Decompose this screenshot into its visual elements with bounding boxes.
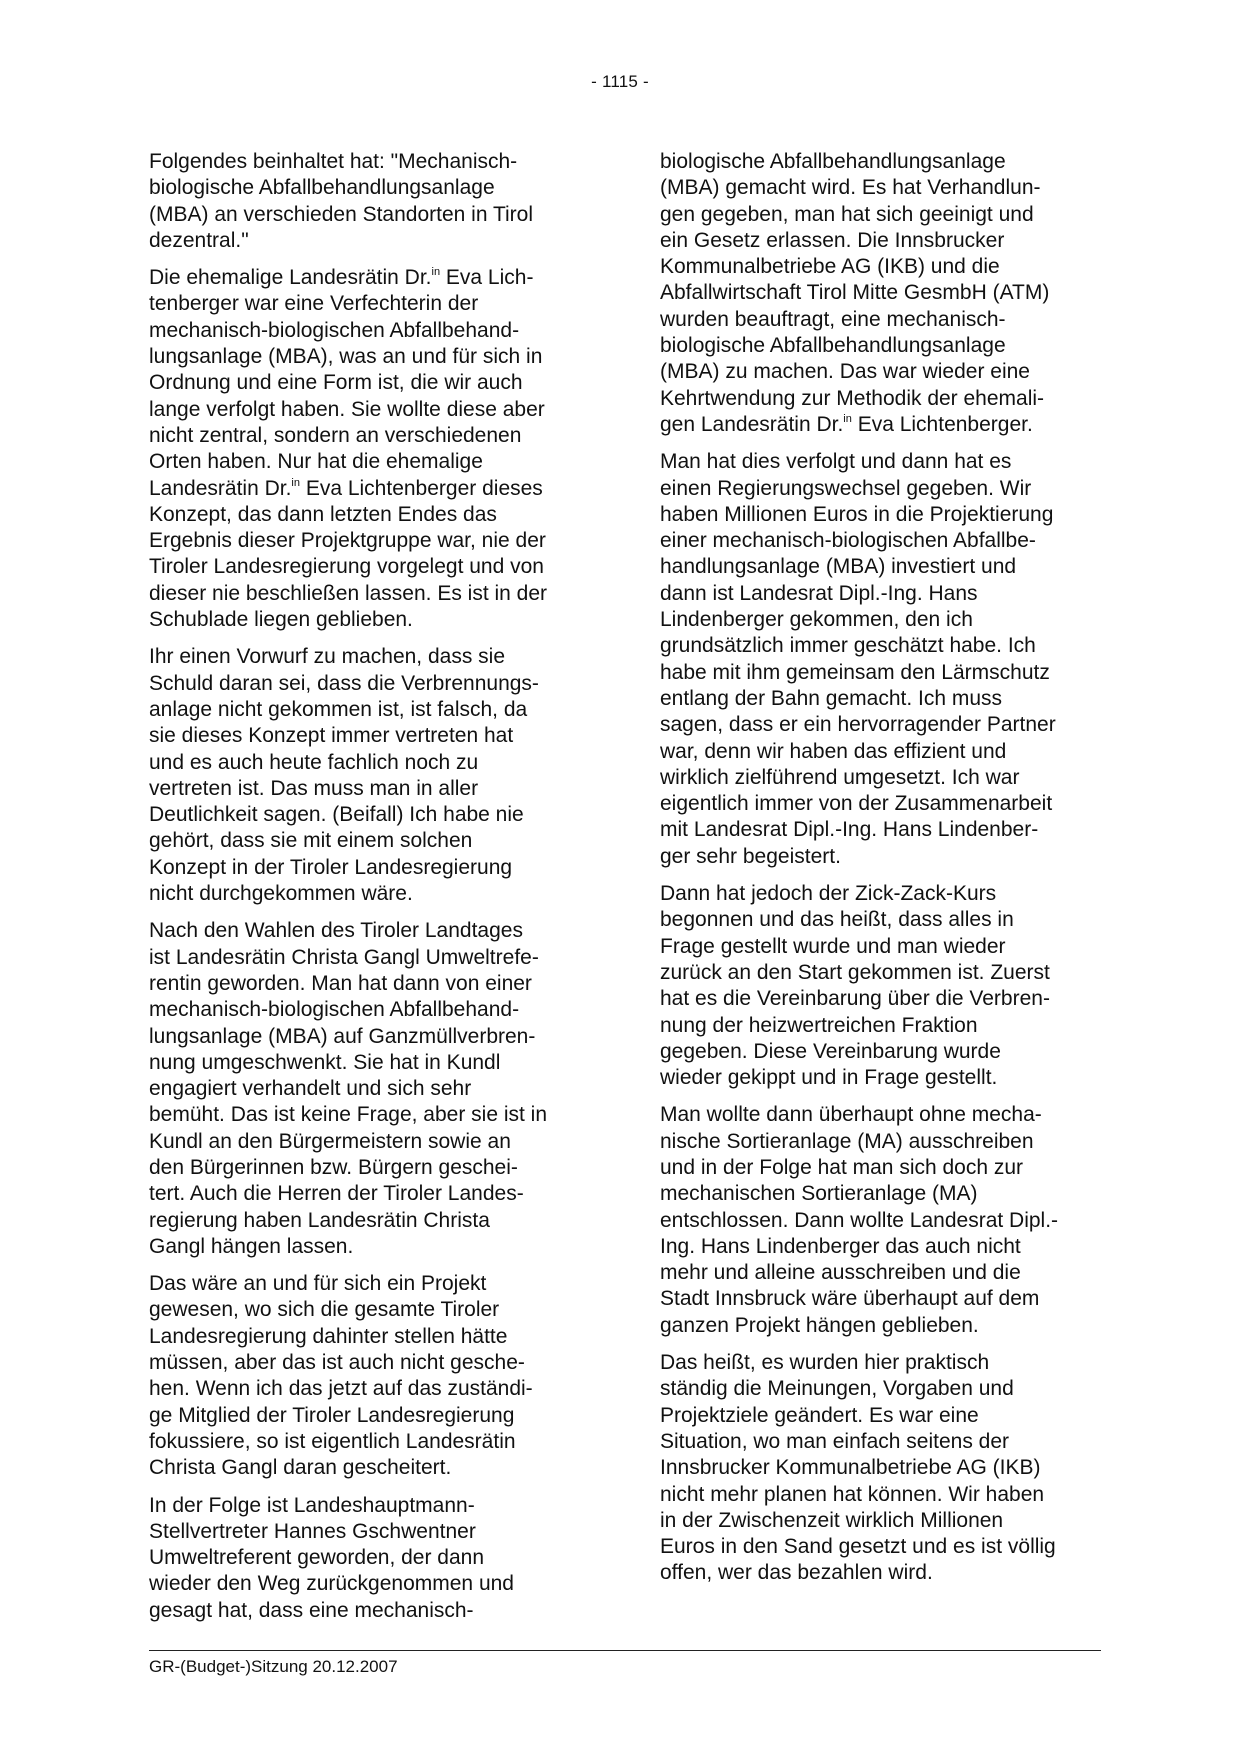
footer-divider (149, 1650, 1101, 1651)
text-line: Man hat dies verfolgt und dann hat es (660, 450, 1012, 474)
text-line: Umweltreferent geworden, der dann (149, 1546, 485, 1570)
text-line: müssen, aber das ist auch nicht gesche- (149, 1351, 525, 1375)
text-line: nung der heizwertreichen Fraktion (660, 1013, 978, 1037)
text-line: mechanisch-biologischen Abfallbehand- (149, 998, 520, 1022)
text-line: Die ehemalige Landesrätin Dr.$^{in}$ Eva Lich- (149, 266, 534, 290)
text-line: Folgendes beinhaltet hat: "Mechanisch- (149, 150, 518, 173)
text-line: ganzen Projekt hängen geblieben. (660, 1313, 979, 1337)
text-line: den Bürgerinnen bzw. Bürgern geschei- (149, 1155, 518, 1179)
text-line: Gangl hängen lassen. (149, 1234, 354, 1258)
text-line: (MBA) an verschieden Standorten in Tirol (149, 202, 534, 226)
text-line: Man wollte dann überhaupt ohne mecha- (660, 1103, 1042, 1127)
text-line: gesagt hat, dass eine mechanisch- (149, 1598, 474, 1622)
text-line: Das heißt, es wurden hier praktisch (660, 1351, 990, 1375)
text-line: offen, wer das bezahlen wird. (660, 1561, 933, 1585)
text-line: zurück an den Start gekommen ist. Zuerst (660, 960, 1050, 984)
text-line: Dann hat jedoch der Zick-Zack-Kurs (660, 882, 997, 906)
text-line: begonnen und das heißt, dass alles in (660, 908, 1014, 932)
title-superscript: in (431, 266, 441, 279)
text-line: tenberger war eine Verfechterin der (149, 292, 479, 316)
text-line: Konzept in der Tiroler Landesregierung (149, 855, 513, 879)
text-line: ger sehr begeistert. (660, 844, 841, 868)
text-line: lungsanlage (MBA) auf Ganzmüllverbren- (149, 1024, 536, 1048)
text-line: Landesregierung dahinter stellen hätte (149, 1324, 508, 1348)
text-line: Schuld daran sei, dass die Verbrennungs- (149, 671, 539, 695)
title-superscript: in (843, 412, 852, 425)
text-line: nicht mehr planen hat können. Wir haben (660, 1482, 1045, 1506)
paragraph (149, 265, 589, 633)
text-line: Tiroler Landesregierung vorgelegt und von (149, 555, 544, 579)
text-line: habe mit ihm gemeinsam den Lärmschutz (660, 660, 1050, 684)
text-line: hen. Wenn ich das jetzt auf das zuständi- (149, 1377, 533, 1401)
text-line: Ergebnis dieser Projektgruppe war, nie der (149, 529, 546, 553)
paragraph (149, 644, 589, 907)
text-line: entlang der Bahn gemacht. Ich muss (660, 686, 1003, 710)
paragraph (149, 918, 589, 1260)
text-line: Ing. Hans Lindenberger das auch nicht (660, 1234, 1021, 1258)
text-line: vertreten ist. Das muss man in aller (149, 776, 479, 800)
text-line: (MBA) zu machen. Das war wieder eine (660, 360, 1030, 384)
text-line: ständig die Meinungen, Vorgaben und (660, 1377, 1014, 1401)
text-line: einer mechanisch-biologischen Abfallbe- (660, 529, 1036, 553)
footer-session-label: GR-(Budget-)Sitzung 20.12.2007 (149, 1657, 398, 1676)
text-line: engagiert verhandelt und sich sehr (149, 1077, 472, 1101)
text-line: mehr und alleine ausschreiben und die (660, 1261, 1021, 1285)
text-line: Lindenberger gekommen, den ich (660, 608, 973, 632)
text-line: Landesrätin Dr.$^{in}$ Eva Lichtenberger dieses (149, 476, 543, 500)
text-line: Schublade liegen geblieben. (149, 608, 413, 632)
text-line: biologische Abfallbehandlungsanlage (149, 176, 495, 200)
text-line: tert. Auch die Herren der Tiroler Landes- (149, 1182, 524, 1206)
text-line: mit Landesrat Dipl.-Ing. Hans Lindenber- (660, 818, 1039, 842)
text-line: ist Landesrätin Christa Gangl Umweltrefe- (149, 945, 539, 969)
text-line: ge Mitglied der Tiroler Landesregierung (149, 1403, 515, 1427)
left-text-column (149, 149, 589, 1635)
text-line: Innsbrucker Kommunalbetriebe AG (IKB) (660, 1456, 1041, 1480)
text-line: grundsätzlich immer geschätzt habe. Ich (660, 634, 1036, 658)
text-line: regierung haben Landesrätin Christa (149, 1208, 490, 1232)
text-line: fokussiere, so ist eigentlich Landesrätin (149, 1429, 516, 1453)
text-line: Situation, wo man einfach seitens der (660, 1429, 1010, 1453)
text-line: wirklich zielführend umgesetzt. Ich war (660, 765, 1020, 789)
text-line: Kundl an den Bürgermeistern sowie an (149, 1129, 511, 1153)
text-line: wieder den Weg zurückgenommen und (149, 1572, 514, 1596)
text-line: dann ist Landesrat Dipl.-Ing. Hans (660, 581, 978, 605)
text-line: Orten haben. Nur hat die ehemalige (149, 450, 483, 474)
text-line: Konzept, das dann letzten Endes das (149, 502, 497, 526)
paragraph (149, 1493, 589, 1624)
text-line: Abfallwirtschaft Tirol Mitte GesmbH (ATM) (660, 281, 1050, 305)
text-line: rentin geworden. Man hat dann von einer (149, 971, 532, 995)
text-line: Euros in den Sand gesetzt und es ist völlig (660, 1535, 1056, 1559)
text-line: Ordnung und eine Form ist, die wir auch (149, 371, 523, 395)
text-line: gegeben. Diese Vereinbarung wurde (660, 1039, 1001, 1063)
text-line: (MBA) gemacht wird. Es hat Verhandlun- (660, 176, 1041, 200)
text-line: handlungsanlage (MBA) investiert und (660, 555, 1017, 579)
paragraph (149, 1271, 589, 1481)
right-text-column (660, 149, 1100, 1598)
text-line: haben Millionen Euros in die Projektierung (660, 502, 1054, 526)
page-number: - 1115 - (591, 72, 649, 91)
text-line: Kehrtwendung zur Methodik der ehemali- (660, 386, 1045, 410)
text-line: Deutlichkeit sagen. (Beifall) Ich habe nie (149, 803, 524, 827)
text-line: dieser nie beschließen lassen. Es ist in der (149, 581, 548, 605)
text-line: biologische Abfallbehandlungsanlage (660, 150, 1006, 173)
text-line: sie dieses Konzept immer vertreten hat (149, 724, 514, 748)
text-line: entschlossen. Dann wollte Landesrat Dipl.- (660, 1208, 1059, 1232)
text-line: Ihr einen Vorwurf zu machen, dass sie (149, 645, 506, 669)
text-line: nicht zentral, sondern an verschiedenen (149, 423, 522, 447)
text-line: wieder gekippt und in Frage gestellt. (660, 1066, 998, 1090)
text-line: und es auch heute fachlich noch zu (149, 750, 479, 774)
text-line: nicht durchgekommen wäre. (149, 882, 413, 906)
text-line: anlage nicht gekommen ist, ist falsch, da (149, 697, 528, 721)
paragraph (660, 449, 1100, 870)
text-line: Projektziele geändert. Es war eine (660, 1403, 979, 1427)
paragraph (660, 1350, 1100, 1587)
text-line: mechanisch-biologischen Abfallbehand- (149, 318, 520, 342)
text-line: war, denn wir haben das effizient und (660, 739, 1007, 763)
paragraph (660, 149, 1100, 438)
text-line: mechanischen Sortieranlage (MA) (660, 1182, 978, 1206)
text-line: Nach den Wahlen des Tiroler Landtages (149, 919, 523, 943)
text-line: gehört, dass sie mit einem solchen (149, 829, 473, 853)
text-line: Frage gestellt wurde und man wieder (660, 934, 1006, 958)
text-line: und in der Folge hat man sich doch zur (660, 1155, 1024, 1179)
text-line: dezentral." (149, 228, 249, 252)
text-line: eigentlich immer von der Zusammenarbeit (660, 792, 1053, 816)
text-line: wurden beauftragt, eine mechanisch- (660, 307, 1006, 331)
text-line: In der Folge ist Landeshauptmann- (149, 1493, 475, 1517)
paragraph (660, 881, 1100, 1091)
text-line: gen gegeben, man hat sich geeinigt und (660, 202, 1034, 226)
text-line: nung umgeschwenkt. Sie hat in Kundl (149, 1050, 501, 1074)
text-line: sagen, dass er ein hervorragender Partner (660, 713, 1056, 737)
text-line: biologische Abfallbehandlungsanlage (660, 334, 1006, 358)
paragraph (149, 149, 589, 254)
text-line: einen Regierungswechsel gegeben. Wir (660, 476, 1032, 500)
text-line: Christa Gangl daran gescheitert. (149, 1456, 452, 1480)
text-line: Das wäre an und für sich ein Projekt (149, 1272, 487, 1296)
text-line: Kommunalbetriebe AG (IKB) und die (660, 255, 1000, 279)
paragraph (660, 1102, 1100, 1339)
title-superscript: in (291, 476, 300, 489)
text-line: in der Zwischenzeit wirklich Millionen (660, 1508, 1004, 1532)
text-line: hat es die Vereinbarung über die Verbren- (660, 987, 1050, 1011)
text-line: gen Landesrätin Dr.$^{in}$ Eva Lichtenberger. (660, 412, 1033, 436)
text-line: ein Gesetz erlassen. Die Innsbrucker (660, 228, 1005, 252)
text-line: Stadt Innsbruck wäre überhaupt auf dem (660, 1287, 1040, 1311)
text-line: lungsanlage (MBA), was an und für sich in (149, 345, 543, 369)
text-line: gewesen, wo sich die gesamte Tiroler (149, 1298, 500, 1322)
text-line: bemüht. Das ist keine Frage, aber sie ist in (149, 1103, 548, 1127)
text-line: Stellvertreter Hannes Gschwentner (149, 1519, 476, 1543)
text-line: nische Sortieranlage (MA) ausschreiben (660, 1129, 1034, 1153)
text-line: lange verfolgt haben. Sie wollte diese aber (149, 397, 545, 421)
